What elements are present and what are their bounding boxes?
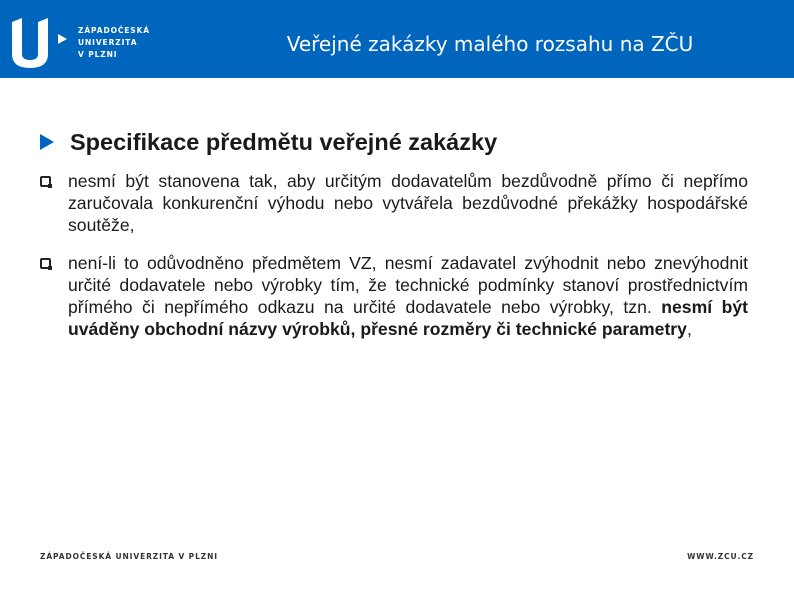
checkbox-bullet-icon xyxy=(40,176,51,187)
footer-university-name: ZÁPADOČESKÁ UNIVERZITA V PLZNI xyxy=(40,552,218,561)
checkbox-bullet-icon xyxy=(40,258,51,269)
bullet-2-text: není-li to odůvodněno předmětem VZ, nesmí zadavatel zvýhodnit nebo znevýhodnit určité dodavatele nebo výrobky tím, že technické podmínky stanoví prostřednictvím přímého či nepřímého odkazu na určité dodavatele nebo výrobky, tzn. xyxy=(68,253,748,317)
page-title: Veřejné zakázky malého rozsahu na ZČU xyxy=(286,32,694,56)
university-logo xyxy=(10,14,50,68)
play-arrow-icon xyxy=(40,134,54,150)
logo-arrow-icon xyxy=(58,34,67,44)
bullet-2-bold-text: nesmí být uváděny obchodní názvy výrobků, přesné rozměry či technické parametry xyxy=(68,297,748,339)
logo-line-1: ZÁPADOČESKÁ xyxy=(78,26,151,35)
logo-text xyxy=(78,25,150,61)
bullet-item-2 xyxy=(68,252,748,340)
footer-website: WWW.ZCU.CZ xyxy=(687,552,754,561)
section-heading xyxy=(40,126,497,158)
bullet-item-1 xyxy=(68,170,748,236)
section-heading-text: Specifikace předmětu veřejné zakázky xyxy=(70,129,498,155)
bullet-2-end: , xyxy=(686,319,692,339)
header-bar xyxy=(0,0,794,78)
logo-line-3: V PLZNI xyxy=(78,50,118,59)
bullet-1-text: nesmí být stanovena tak, aby určitým dodavatelům bezdůvodně přímo či nepřímo zaručovala konkurenční výhodu nebo vytvářela bezdůvodné překážky hospodářské soutěže, xyxy=(68,171,748,235)
logo-line-2: UNIVERZITA xyxy=(78,38,138,47)
